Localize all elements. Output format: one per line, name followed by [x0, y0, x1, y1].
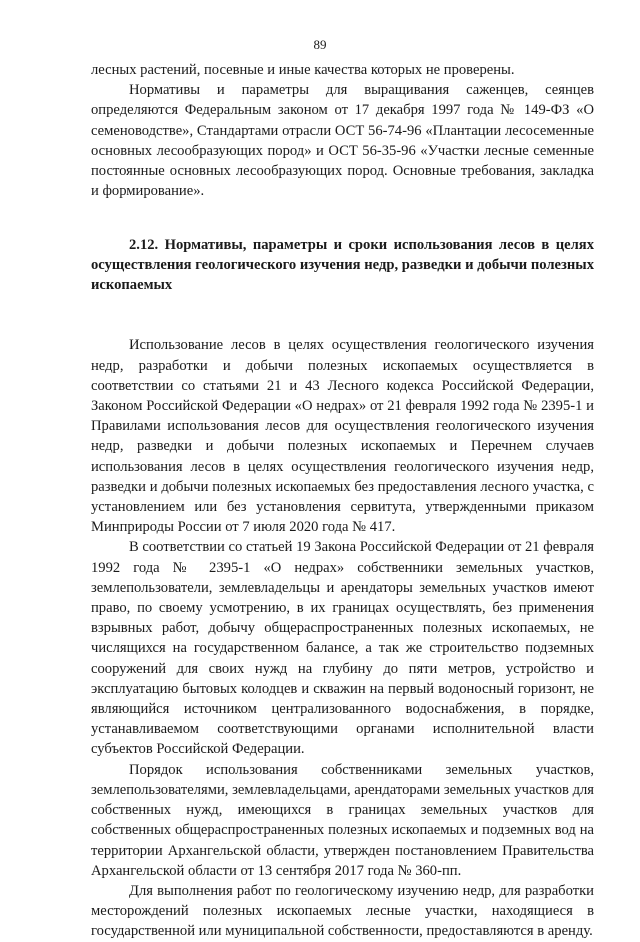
page-number: 89 — [313, 37, 327, 52]
paragraph-seedling-standards: Нормативы и параметры для выращивания саженцев, сеянцев определяются Федеральным законом от 17 декабря 1997 года № 149-ФЗ «О семеноводстве», Стандартами отрасли ОСТ 56-74-96 «Плантации лесосеменные основных лесообразующих пород» и ОСТ 56-35-96 «Участки лесные семенные постоянные основных лесообразующих пород. Основные требования, закладка и формирование». — [91, 82, 594, 200]
paragraph-owner-rights: В соответствии со статьей 19 Закона Российской Федерации от 21 февраля 1992 года № 2395-1 «О недрах» собственники земельных участков, землепользователи, землевладельцы и арендаторы земельных участков имеют право, по своему усмотрению, в их границах осуществлять, без применения взрывных работ, добычу общераспространенных полезных ископаемых, не числящихся на государственном балансе, а так же строительство подземных сооружений для своих нужд на глубину до пяти метров, устройство и эксплуатацию бытовых колодцев и скважин на первый водоносный горизонт, не являющийся источником централизованного водоснабжения, в порядке, устанавливаемом соответствующими органами исполнительной власти субъектов Российской Федерации. — [91, 539, 594, 758]
document-body — [91, 60, 594, 942]
paragraph-regional-procedure: Порядок использования собственниками земельных участков, землепользователями, землевладельцами, арендаторами земельных участков для собственных нужд, имеющихся в границах земельных участков для собственных общераспространенных полезных ископаемых и подземных вод на территории Архангельской области, утвержден постановлением Правительства Архангельской области от 13 сентября 2017 года № 360-пп. — [91, 761, 594, 879]
paragraph-continuation: лесных растений, посевные и иные качества которых не проверены. — [91, 62, 515, 78]
paragraph-lease-provision: Для выполнения работ по геологическому изучению недр, для разработки месторождений полезных ископаемых лесные участки, находящиеся в государственной или муниципальной собственности, предоставляются в аренду. — [91, 882, 594, 940]
paragraph-forest-use-basis: Использование лесов в целях осуществления геологического изучения недр, разработки и добычи полезных ископаемых осуществляется в соответствии со статьями 21 и 43 Лесного кодекса Российской Федерации, Законом Российской Федерации «О недрах» от 21 февраля 1992 года № 2395-1 и Правилами использования лесов для осуществления геологического изучения недр, разведки и добычи полезных ископаемых и Перечнем случаев использования лесов в целях осуществления геологического изучения недр, разведки и добычи полезных ископаемых без предоставления лесного участка, с установлением или без установления сервитута, утвержденными приказом Минприроды России от 7 июля 2020 года № 417. — [91, 337, 594, 536]
section-heading: 2.12. Нормативы, параметры и сроки использования лесов в целях осуществления геологического изучения недр, разведки и добычи полезных ископаемых — [91, 237, 594, 294]
